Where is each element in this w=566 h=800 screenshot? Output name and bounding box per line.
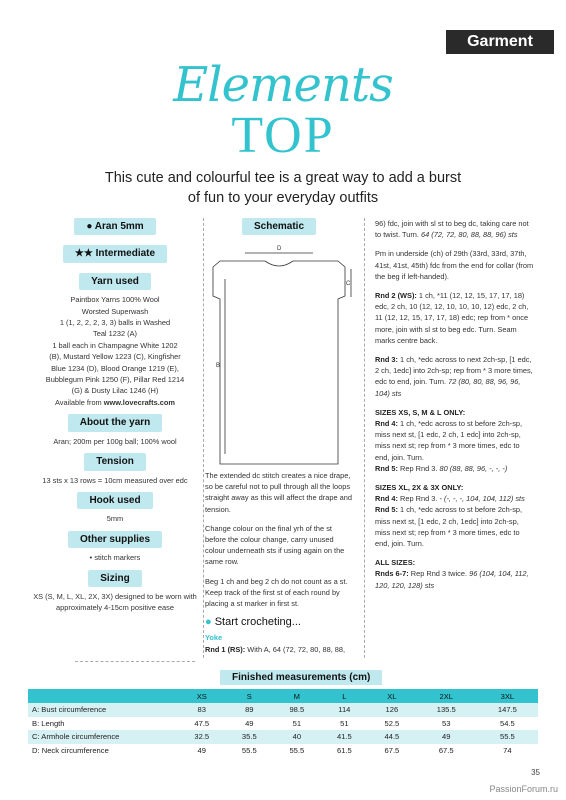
table-cell: 83 [178,703,226,717]
about-yarn-heading: About the yarn [68,414,163,431]
table-cell: 55.5 [289,745,305,755]
label-b: B [216,363,221,370]
table-cell: C: Armhole circumference [28,730,178,744]
yarn-line: Paintbox Yarns 100% Wool [70,295,160,305]
table-cell: 126 [368,703,416,717]
schematic-diagram [205,239,353,469]
table-row [28,703,538,717]
table-cell: 52.5 [384,718,400,728]
rnd-label: Rnd 3: [375,355,398,365]
table-cell: 40 [273,730,321,744]
yarn-line: 1 ball each in Champagne White 1202 [52,340,178,350]
column-divider [364,218,365,658]
note-paragraph: The extended dc stitch creates a nice drape, so be careful not to pull through all the loops straight away as this will affect the drape and tension. [205,471,352,514]
hook-text: 5mm [106,514,124,524]
yarn-line: Teal 1232 (A) [93,329,137,339]
section-tag: Garment [446,30,554,54]
table-cell: A: Bust circumference [28,703,178,717]
rnd-text: 1 ch, *edc across to st before 2ch-sp, miss next st, [1 edc, 2 ch, 1 edc] into 2ch-sp, miss next st; rep from * 3 more times, edc to end, join. Turn. [375,419,523,462]
rnd-label: Rnd 1 (RS): [205,644,246,654]
rnd-text: With A, 64 (72, 72, 80, 88, 88, [245,644,346,654]
table-cell: 55.5 [241,745,257,755]
about-yarn-text: Aran; 200m per 100g ball; 100% wool [53,436,177,446]
available-from [30,397,200,408]
hook-heading: Hook used [77,492,152,509]
table-cell: 51 [292,718,302,728]
level-badge: ★★ Intermediate [63,245,167,262]
rnd2 [375,290,535,346]
rnd-text: Rep Rnd 3. [398,463,440,473]
garment-outline [213,261,345,464]
instructions-column [375,218,535,599]
rnd-label: Rnd 2 (WS): [375,291,417,301]
tension-text: 13 sts x 13 rows = 10cm measured over edc [42,475,188,485]
tension-heading: Tension [84,453,146,470]
rnd1 [205,644,353,655]
column-header: M [273,689,321,703]
column-divider [203,218,204,658]
table-cell: 55.5 [477,730,538,744]
sizing-text: XS (S, M, L, XL, 2X, 3X) designed to be worn with approximately 4-15cm positive ease [33,591,197,613]
instr-count: 96 (104, 104, 112, 120, 120, 128) sts [375,569,529,590]
column-header: S [226,689,274,703]
column-header: 2XL [416,689,477,703]
start-label: Start crocheting... [214,616,301,629]
table-cell: 54.5 [500,718,515,728]
sizes-heading: SIZES XL, 2X & 3X ONLY: [375,483,464,493]
schematic-column [205,218,353,469]
note-paragraph: Change colour on the final yrh of the st before the colour change, carry unused colour underneath sts if using again on the same row. [205,523,345,567]
intro-text: This cute and colourful tee is a great way to add a burst of fun to your everyday outfits [104,170,462,206]
table-cell: 89 [226,703,274,717]
table-cell: 47.5 [194,718,210,728]
rnd4-a [375,418,535,463]
divider [75,661,195,662]
bullet-icon: ● [205,616,212,629]
table-cell: 147.5 [477,703,538,717]
sizes-heading: ALL SIZES: [375,558,416,568]
rnd3 [375,354,535,399]
table-cell: 49 [197,745,206,755]
table-cell: 67.5 [384,745,400,755]
measurements-table [28,689,538,757]
weight-badge [74,218,155,235]
yarn-line: (B), Mustard Yellow 1223 (C), Kingfisher [49,352,181,362]
instr-count: 80 (88, 88, 96, -, -, -) [439,463,508,473]
instr-count: - (-, -, -, 104, 104, 112) sts [439,494,525,504]
rnd-text: 1 ch, *edc across to st before 2ch-sp, miss next st, [1 edc, 2 ch, 1edc] into 2ch-sp, miss next st; rep from * 3 more times, edc to end, join. Turn. [375,505,523,549]
table-cell: 51 [340,718,349,728]
table-cell: B: Length [32,718,65,728]
yarn-line: 1 (1, 2, 2, 2, 3, 3) balls in Washed [59,318,171,328]
rnd4-b [375,493,535,504]
column-header: XS [178,689,226,703]
table-row [28,744,538,758]
table-cell: 74 [503,745,512,755]
rnd-text: 1 ch, *11 (12, 12, 15, 17, 17, 18) edc, 2 ch, 10 (12, 12, 10, 10, 10, 12) edc, 2 ch, 11 (12, 12, 15, 17, 17, 18) edc; rep from * once more, join with sl st to beg edc. Turn. Seam marks centre back. [375,291,529,345]
column-header: L [321,689,369,703]
sizing-heading: Sizing [88,570,141,587]
rnd5-a [375,463,535,474]
table-cell: 67.5 [438,745,454,755]
column-header: 3XL [477,689,538,703]
instr-count: 72 (80, 80, 88, 96, 96, 104) sts [375,377,521,398]
rnds6-7 [375,568,535,590]
materials-column [30,218,200,614]
table-cell: 44.5 [368,730,416,744]
sizes-heading: SIZES XS, S, M & L ONLY: [375,407,466,417]
start-heading [205,617,353,628]
table-cell: 41.5 [321,730,369,744]
yarn-line: Worsted Superwash [81,306,149,316]
instr-text: 96) fdc, join with sl st to beg dc, taking care not to twist. Turn. [375,219,529,240]
table-cell: 98.5 [273,703,321,717]
weight-badge-text: Aran 5mm [94,221,144,232]
measurements-title: Finished measurements (cm) [220,670,382,685]
yoke-heading: Yoke [205,633,223,643]
table-cell: 61.5 [336,745,352,755]
label-c: C [346,281,351,288]
rnd5-b [375,504,535,549]
yarn-line: Blue 1234 (D), Blood Orange 1219 (E), [51,363,179,373]
table-cell: 135.5 [416,703,477,717]
schematic-heading: Schematic [242,218,316,235]
supplies-text: • stitch markers [89,553,141,563]
column-header [28,689,178,703]
rnd-label: Rnd 4: [375,419,398,429]
instr-count: 64 (72, 72, 80, 88, 88, 96) sts [421,230,518,240]
instruction-paragraph [375,218,535,240]
rnd-text: Rep Rnd 3 twice. [408,569,470,579]
page-number: 35 [531,768,540,777]
rnd-label: Rnd 4: [375,494,398,504]
instruction-paragraph: Pm in underside (ch) of 29th (33rd, 33rd, 37th, 41st, 41st, 45th) fdc from the end for collar (from the beg if left-handed). [375,249,534,281]
yarn-ball-icon: ● [86,221,93,232]
note-paragraph: Beg 1 ch and beg 2 ch do not count as a st. Keep track of the first st of each round by placing a st marker in first st. [205,576,348,609]
available-prefix: Available from [55,397,104,407]
table-cell: 32.5 [178,730,226,744]
rnd-text: 1 ch, *edc across to next 2ch-sp, [1 edc, 2 ch, 1edc] into 2ch-sp; rep from * 3 more times, edc to end, join. Turn. [375,355,533,387]
table-cell: 49 [416,730,477,744]
table-row [28,717,538,731]
page-title: TOP [231,107,335,164]
yarn-used-text [30,294,200,408]
yarn-line: (G) & Dusty Lilac 1246 (H) [71,386,159,396]
notes-column [205,470,353,663]
table-cell: 114 [321,703,369,717]
rnd-label: Rnd 5: [375,505,398,515]
rnd-text: Rep Rnd 3. [398,494,440,504]
label-d: D [277,246,282,253]
table-cell: 49 [245,718,254,728]
supplies-heading: Other supplies [68,531,162,548]
column-header: XL [368,689,416,703]
available-link[interactable]: www.lovecrafts.com [103,397,175,407]
rnd-label: Rnd 5: [375,463,398,473]
rnd-label: Rnds 6-7: [375,569,409,579]
table-cell: D: Neck circumference [32,745,109,755]
table-header-row [28,689,538,703]
yarn-line: Bubblegum Pink 1250 (F), Pillar Red 1214 [45,375,185,385]
title-script: Elements [173,57,393,113]
table-cell: 35.5 [226,730,274,744]
table-cell: 53 [442,718,451,728]
yarn-used-heading: Yarn used [79,273,151,290]
table-row [28,730,538,744]
watermark: PassionForum.ru [489,784,558,794]
